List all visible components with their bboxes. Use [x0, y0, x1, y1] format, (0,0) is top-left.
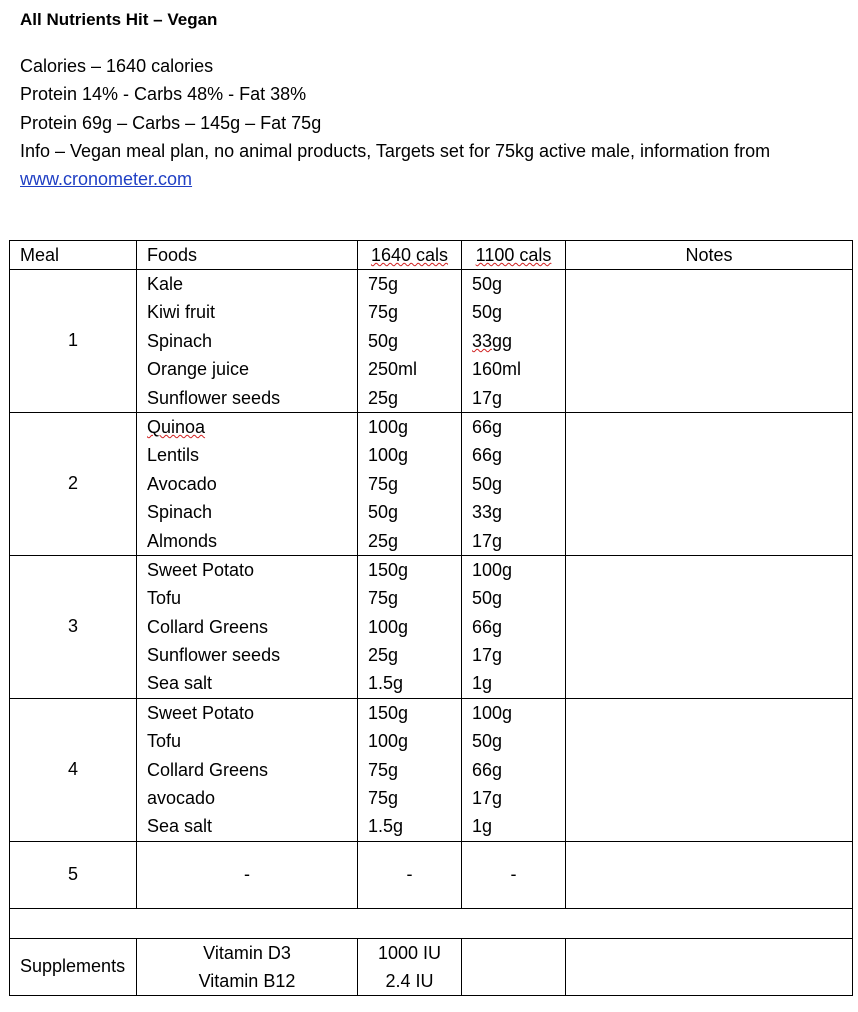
food-item: Sweet Potato	[147, 559, 255, 580]
info-line: Info – Vegan meal plan, no animal products, Targets set for 75kg active male, information from	[20, 141, 771, 161]
meal-amounts-b	[462, 555, 566, 698]
macro-percent-line: Protein 14% - Carbs 48% - Fat 38%	[20, 84, 307, 104]
source-link-line	[20, 168, 192, 190]
supplement-notes[interactable]	[566, 938, 853, 995]
header-foods: Foods	[137, 241, 358, 270]
amount-a: 1.5g	[368, 673, 404, 694]
food-item: Collard Greens	[147, 759, 269, 780]
supplement-item: Vitamin B12	[198, 970, 296, 991]
amount-a: 100g	[368, 731, 409, 752]
food-item: Kale	[147, 274, 184, 294]
amount-a: 1.5g	[368, 816, 404, 837]
header-cals-b	[462, 241, 566, 270]
supplement-amount: 2.4 IU	[385, 970, 434, 991]
meal-amounts-b	[462, 270, 566, 413]
meal-foods	[137, 555, 358, 698]
amount-a: 75g	[368, 788, 399, 809]
food-item: Avocado	[147, 473, 217, 494]
amount-a: 75g	[368, 274, 399, 294]
food-item: Sweet Potato	[147, 702, 255, 723]
meal-amounts-a	[358, 412, 462, 555]
food-item: Spinach	[147, 502, 213, 523]
supplements-label: Supplements	[10, 938, 137, 995]
food-item: Sunflower seeds	[147, 645, 281, 666]
meal-amounts-b	[462, 698, 566, 841]
supplement-items	[137, 938, 358, 995]
amount-a: 250ml	[368, 359, 418, 380]
food-item: Almonds	[147, 530, 218, 551]
meal-amounts-b	[462, 412, 566, 555]
meal-notes[interactable]	[566, 841, 853, 908]
amount-a: 100g	[368, 616, 409, 637]
supplement-amounts-b	[462, 938, 566, 995]
meal-amounts-a: -	[358, 841, 462, 908]
meal-foods	[137, 270, 358, 413]
amount-a: 50g	[368, 502, 399, 523]
food-item-text: Quinoa	[147, 416, 206, 437]
amount-b: 100g	[472, 702, 513, 723]
food-item	[147, 413, 357, 441]
header-cals-a	[358, 241, 462, 270]
food-item: avocado	[147, 788, 216, 809]
amount-a: 150g	[368, 702, 409, 723]
header-notes: Notes	[566, 241, 853, 270]
supplement-amounts	[358, 938, 462, 995]
amount-b: 17g	[472, 387, 503, 408]
macro-grams-line: Protein 69g – Carbs – 145g – Fat 75g	[20, 113, 322, 133]
food-item: Tofu	[147, 588, 182, 609]
calories-line: Calories – 1640 calories	[20, 56, 214, 76]
meal-number: 4	[10, 698, 137, 841]
amount-b: 1g	[472, 673, 493, 694]
meal-notes[interactable]	[566, 555, 853, 698]
meal-plan-table	[9, 240, 853, 996]
meal-number: 1	[10, 270, 137, 413]
amount-b: 50g	[472, 473, 503, 494]
amount-a: 25g	[368, 530, 399, 551]
amount-b: 50g	[472, 731, 503, 752]
amount-b: 100g	[472, 559, 513, 580]
amount-b: 66g	[472, 759, 503, 780]
amount-a: 100g	[368, 416, 409, 437]
amount-b: 17g	[472, 530, 503, 551]
meal-foods	[137, 412, 358, 555]
amount-b: 66g	[472, 445, 503, 466]
meal-number: 5	[10, 841, 137, 908]
header-cals-b-text: 1100 cals	[475, 245, 552, 265]
meal-notes[interactable]	[566, 270, 853, 413]
food-item: Sea salt	[147, 816, 213, 837]
supplements-row	[10, 938, 853, 995]
amount-a: 25g	[368, 645, 399, 666]
header-meal: Meal	[10, 241, 137, 270]
supplement-item: Vitamin D3	[203, 942, 291, 963]
meal-row	[10, 412, 853, 555]
amount-b: 66g	[472, 416, 503, 437]
amount-b: 160ml	[472, 359, 522, 380]
amount-b: 33g	[472, 502, 503, 523]
amount-a: 25g	[368, 387, 399, 408]
amount-b: 50g	[472, 302, 503, 323]
header-row	[10, 241, 853, 270]
amount-a: 50g	[368, 330, 399, 351]
supplement-amount: 1000 IU	[377, 942, 442, 963]
amount-b: 50g	[472, 588, 503, 609]
food-item: Sunflower seeds	[147, 387, 281, 408]
document-title: All Nutrients Hit – Vegan	[20, 10, 218, 29]
amount-b: 66g	[472, 616, 503, 637]
meal-notes[interactable]	[566, 698, 853, 841]
cronometer-link[interactable]: www.cronometer.com	[20, 169, 193, 189]
amount-a: 75g	[368, 759, 399, 780]
meal-row	[10, 698, 853, 841]
amount-a: 75g	[368, 588, 399, 609]
food-item: Kiwi fruit	[147, 302, 216, 323]
food-item: Lentils	[147, 445, 200, 466]
meal-amounts-a	[358, 698, 462, 841]
amount-a: 75g	[368, 302, 399, 323]
amount-b-text: 33gg	[472, 330, 513, 351]
amount-b: 17g	[472, 645, 503, 666]
food-item: Spinach	[147, 330, 213, 351]
meal-amounts-a	[358, 555, 462, 698]
spacer-row	[10, 908, 853, 938]
header-cals-a-text: 1640 cals	[370, 245, 449, 265]
meal-amounts-b: -	[462, 841, 566, 908]
amount-b: 17g	[472, 788, 503, 809]
meal-number: 3	[10, 555, 137, 698]
meal-foods: -	[137, 841, 358, 908]
amount-b: 1g	[472, 816, 493, 837]
meal-row	[10, 841, 853, 908]
meal-amounts-a	[358, 270, 462, 413]
amount-a: 100g	[368, 445, 409, 466]
amount-a: 75g	[368, 473, 399, 494]
meal-number: 2	[10, 412, 137, 555]
food-item: Sea salt	[147, 673, 213, 694]
food-item: Collard Greens	[147, 616, 269, 637]
meal-foods	[137, 698, 358, 841]
food-item: Orange juice	[147, 359, 250, 380]
meal-row	[10, 270, 853, 413]
spacer-cell	[10, 908, 853, 938]
amount-b	[472, 327, 565, 355]
meal-row	[10, 555, 853, 698]
amount-a: 150g	[368, 559, 409, 580]
amount-b: 50g	[472, 274, 503, 294]
meal-notes[interactable]	[566, 412, 853, 555]
food-item: Tofu	[147, 731, 182, 752]
